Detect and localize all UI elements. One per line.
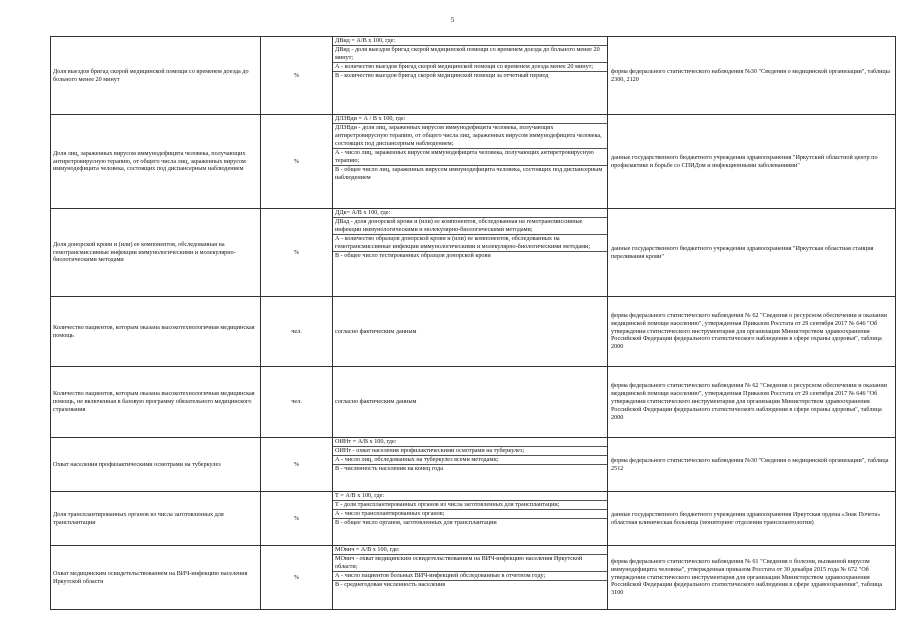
data-source-cell: форма федерального статистического наблюдения № 62 "Сведения о ресурсном обеспечении и оказании медицинской помощи населению", утвержденная Приказом Росстата от 29 сентября 2017 № 646 "Об утверждении статистического инструментария для организации Министерством здравоохранения Российской Федерации федерального статистического наблюдения в сфере охраны здоровья", таблица 2000 <box>608 297 896 367</box>
table-row <box>51 546 896 610</box>
formula-line: В - численность населения на конец года <box>333 464 607 473</box>
formula-line: А - число пациентов больных ВИЧ-инфекцией обследованные в отчетном году; <box>333 571 607 580</box>
formula-cell <box>333 492 608 546</box>
unit-cell: % <box>261 492 333 546</box>
formula-cell <box>333 438 608 492</box>
unit-cell: % <box>261 546 333 610</box>
unit-cell: % <box>261 37 333 115</box>
indicator-name-cell: Доля выездов бригад скорой медицинской помощи со временем доезда до больного менее 20 минут <box>51 37 261 115</box>
formula-line: МОвич = А/В х 100, где: <box>335 546 400 553</box>
formula-line: согласно фактическим данным <box>335 327 417 335</box>
indicator-name-cell: Количество пациентов, которым оказана высокотехнологичная медицинская помощь, не включенная в базовую программу обязательного медицинского страхования <box>51 367 261 438</box>
formula-cell <box>333 115 608 209</box>
formula-line: В - общее число лиц, зараженных вирусом иммунодефицита человека, состоящих под диспансерным наблюдением <box>333 165 607 182</box>
indicator-name-cell: Доля трансплантированных органов из числа заготовленных для трансплантации <box>51 492 261 546</box>
table-row <box>51 367 896 438</box>
unit-cell: % <box>261 438 333 492</box>
formula-line: А - число лиц, зараженных вирусом иммунодефицита человека, получающих антиретровирусную терапию; <box>333 148 607 165</box>
table-row <box>51 297 896 367</box>
formula-line: А - количество образцов донорской крови и (или) ее компонентов, обследованных на гемотрансмиссивные инфекции иммунологическими и молекулярно-биологическими методами; <box>333 234 607 251</box>
formula-cell <box>333 546 608 610</box>
data-source-cell: данные государственного бюджетного учреждения здравоохранения "Иркутский областной центр по профилактике и борьбе со СПИДом и инфекционными заболеваниями" <box>608 115 896 209</box>
formula-cell <box>333 367 608 438</box>
unit-cell: % <box>261 115 333 209</box>
formula-line: Т = А/В х 100, где: <box>335 492 385 499</box>
data-source-cell: данные государственного бюджетного учреждения здравоохранения "Иркутская областная станция переливания крови" <box>608 209 896 297</box>
formula-line: ОИНт = А/В х 100, где: <box>335 438 397 445</box>
indicator-name-cell: Доля лиц, зараженных вирусом иммунодефицита человека, получающих антиретровирусную терапию, от общего числа лиц, зараженных вирусом иммунодефицита человека, состоящих под диспансерным наблюдением <box>51 115 261 209</box>
formula-line: ДДк= А/В х 100, где: <box>335 209 391 216</box>
formula-line: согласно фактическим данным <box>335 398 417 406</box>
formula-line: ДВид - доля выездов бригад скорой медицинской помощи со временем доезда до больного менее 20 минут; <box>333 45 607 62</box>
table-row <box>51 115 896 209</box>
formula-line: Т - доля трансплантированных органов из числа заготовленных для трансплантации; <box>333 500 607 509</box>
data-source-cell: форма федерального статистического наблюдения №30 "Сведения о медицинской организации", таблица 2512 <box>608 438 896 492</box>
formula-line: В - общее число органов, заготовленных для трансплантации <box>333 518 607 527</box>
formula-cell <box>333 209 608 297</box>
formula-line: ДВид = А/В х 100, где: <box>335 37 396 44</box>
formula-line: В - количество выездов бригад скорой медицинской помощи за отчетный период <box>333 71 607 80</box>
unit-cell: % <box>261 209 333 297</box>
table-row <box>51 492 896 546</box>
indicator-name-cell: Доля донорской крови и (или) ее компонентов, обследованная на гемотрансмиссивные инфекции иммунологическими и молекулярно-биологическими методами <box>51 209 261 297</box>
data-source-cell: форма федерального статистического наблюдения №30 "Сведения о медицинской организации", таблицы 2300, 2120 <box>608 37 896 115</box>
formula-line: А - количество выездов бригад скорой медицинской помощи со временем доезда менее 20 минут; <box>333 62 607 71</box>
indicators-table <box>50 36 896 610</box>
formula-cell <box>333 297 608 367</box>
table-row <box>51 37 896 115</box>
formula-line: А - число трансплантированных органов; <box>333 509 607 518</box>
formula-cell <box>333 37 608 115</box>
indicator-name-cell: Количество пациентов, которым оказана высокотехнологичная медицинская помощь <box>51 297 261 367</box>
table-row <box>51 438 896 492</box>
formula-line: ДЛЗВди - доля лиц, зараженных вирусом иммунодефицита человека, получающих антиретровирусную терапию, от общего числа лиц, зараженных вирусом иммунодефицита человека, состоящих под диспансерным наблюдением; <box>333 123 607 148</box>
page-number: 5 <box>450 16 455 24</box>
formula-line: МОвич - охват медицинским освидетельствованием на ВИЧ-инфекцию населения Иркутской области; <box>333 554 607 571</box>
formula-line: ДЛЗВди = А / В х 100, где: <box>335 115 406 122</box>
data-source-cell: данные государственного бюджетного учреждения здравоохранения Иркутская ордена «Знак Почета» областная клиническая больница (мониторинг отделения трансплантологии) <box>608 492 896 546</box>
formula-line: ДВад - доля донорской крови и (или) ее компонентов, обследованная на гемотрансмиссивные инфекции иммунологическими и молекулярно-биологическими методами; <box>333 217 607 234</box>
table-row <box>51 209 896 297</box>
indicator-name-cell: Охват медицинским освидетельствованием на ВИЧ-инфекцию населения Иркутской области <box>51 546 261 610</box>
indicator-name-cell: Охват населения профилактическими осмотрами на туберкулез <box>51 438 261 492</box>
formula-line: В - общее число тестированных образцов донорской крови <box>333 251 607 260</box>
formula-line: ОИНт - охват населения профилактическими осмотрами на туберкулез; <box>333 446 607 455</box>
formula-line: А - число лиц, обследованных на туберкулез всеми методами; <box>333 455 607 464</box>
unit-cell: чел. <box>261 367 333 438</box>
unit-cell: чел. <box>261 297 333 367</box>
data-source-cell: форма федерального статистического наблюдения № 62 "Сведения о ресурсном обеспечении и оказании медицинской помощи населению", утвержденная Приказом Росстата от 29 сентября 2017 № 646 "Об утверждении статистического инструментария для организации Министерством здравоохранения Российской Федерации федерального статистического наблюдения в сфере охраны здоровья", таблица 2000 <box>608 367 896 438</box>
data-source-cell: форма федерального статистического наблюдения № 61 "Сведения о болезни, вызванной вирусом иммунодефицита человека", утвержденная приказом Росстата от 30 декабря 2015 года № 672 "Об утверждении статистического инструментария для организации Министерством здравоохранения Российской Федерации федерального статистического наблюдения в сфере здравоохранения", таблица 3100 <box>608 546 896 610</box>
formula-line: В - среднегодовая численность населения <box>333 580 607 589</box>
